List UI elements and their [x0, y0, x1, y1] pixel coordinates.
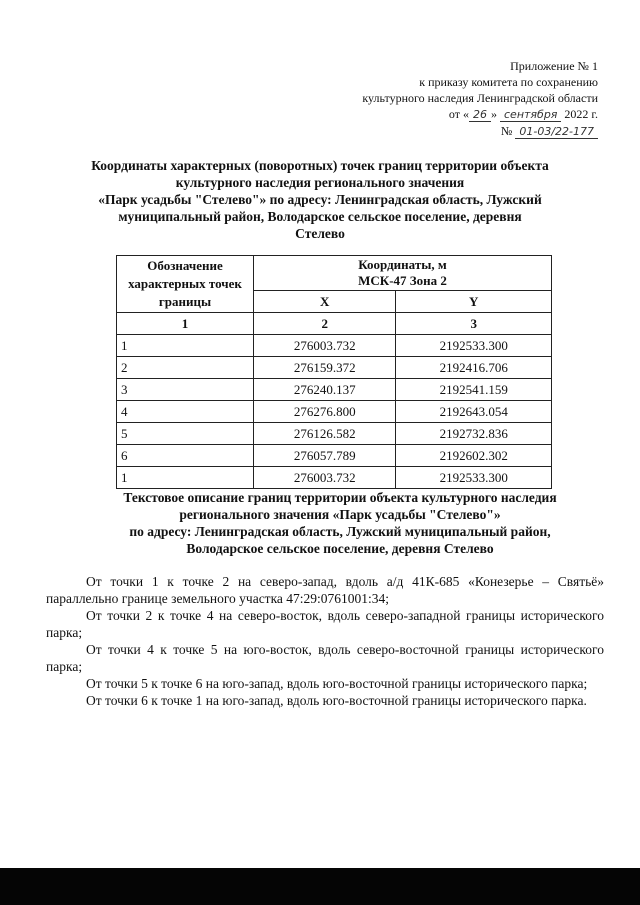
table-row [117, 401, 552, 423]
title-line-1: Координаты характерных (поворотных) точек границ территории объекта [91, 158, 549, 173]
document-title [50, 157, 590, 242]
cell-x: 276276.800 [254, 401, 396, 423]
cell-point: 3 [117, 379, 254, 401]
description-title-line-1: Текстовое описание границ территории объекта культурного наследия [123, 490, 557, 505]
date-year: 2022 г. [564, 107, 598, 121]
date-month-handwritten: сентября [500, 108, 561, 122]
cell-y: 2192541.159 [396, 379, 552, 401]
header-x: X [254, 291, 396, 313]
appendix-date [278, 106, 598, 123]
column-number-2: 2 [254, 313, 396, 335]
table-row [117, 335, 552, 357]
table-row [117, 423, 552, 445]
description-paragraph: От точки 5 к точке 6 на юго-запад, вдоль юго-восточной границы исторического парка; [86, 676, 588, 691]
table-row [117, 357, 552, 379]
cell-point: 6 [117, 445, 254, 467]
scan-bottom-edge [0, 868, 640, 905]
cell-point: 4 [117, 401, 254, 423]
description-title-line-3: по адресу: Ленинградская область, Лужский муниципальный район, [129, 524, 551, 539]
cell-point: 1 [117, 335, 254, 357]
title-line-5: Стелево [295, 226, 345, 241]
cell-x: 276057.789 [254, 445, 396, 467]
table-row [117, 467, 552, 489]
appendix-line-2: к приказу комитета по сохранению [419, 75, 598, 89]
table-row [117, 379, 552, 401]
header-coordinates [254, 256, 552, 291]
column-number-3: 3 [396, 313, 552, 335]
header-y: Y [396, 291, 552, 313]
cell-y: 2192643.054 [396, 401, 552, 423]
description-paragraph: От точки 6 к точке 1 на юго-запад, вдоль юго-восточной границы исторического парка. [86, 693, 587, 708]
description-title-line-2: регионального значения «Парк усадьбы "Стелево"» [179, 507, 501, 522]
table-column-numbers-row [117, 313, 552, 335]
cell-y: 2192732.836 [396, 423, 552, 445]
cell-y: 2192533.300 [396, 467, 552, 489]
date-day-handwritten: 26 [469, 108, 491, 122]
column-number-1: 1 [117, 313, 254, 335]
description-paragraph: От точки 1 к точке 2 на северо-запад, вдоль а/д 41К-685 «Конезерье – Святьё» параллельно границе земельного участка 47:29:0761001:34; [46, 574, 604, 606]
coordinates-table [116, 255, 552, 489]
table-row [117, 445, 552, 467]
cell-y: 2192416.706 [396, 357, 552, 379]
appendix-header [278, 58, 598, 140]
number-prefix: № [500, 124, 513, 138]
cell-x: 276126.582 [254, 423, 396, 445]
appendix-line-1: Приложение № 1 [510, 59, 598, 73]
table-header-row [117, 256, 552, 291]
cell-y: 2192602.302 [396, 445, 552, 467]
description-title [80, 489, 600, 557]
date-mid: » [491, 107, 497, 121]
description-paragraph: От точки 4 к точке 5 на юго-восток, вдоль северо-восточной границы исторического парка; [46, 642, 604, 674]
cell-point: 1 [117, 467, 254, 489]
appendix-line-3: культурного наследия Ленинградской области [362, 91, 598, 105]
boundary-description [46, 573, 604, 709]
cell-y: 2192533.300 [396, 335, 552, 357]
title-line-4: муниципальный район, Володарское сельское поселение, деревня [118, 209, 522, 224]
cell-point: 5 [117, 423, 254, 445]
header-coordinates-line-2: МСК-47 Зона 2 [358, 273, 447, 288]
title-line-2: культурного наследия регионального значения [175, 175, 465, 190]
date-prefix: от « [448, 107, 469, 121]
header-coordinates-line-1: Координаты, м [358, 257, 447, 272]
title-line-3: «Парк усадьбы "Стелево"» по адресу: Ленинградская область, Лужский [98, 192, 542, 207]
number-handwritten: 01-03/22-177 [515, 125, 598, 139]
header-point-mark: Обозначение характерных точек границы [117, 256, 254, 313]
cell-x: 276159.372 [254, 357, 396, 379]
cell-x: 276003.732 [254, 467, 396, 489]
description-title-line-4: Володарское сельское поселение, деревня Стелево [186, 541, 494, 556]
cell-point: 2 [117, 357, 254, 379]
description-paragraph: От точки 2 к точке 4 на северо-восток, вдоль северо-западной границы исторического парка; [46, 608, 604, 640]
appendix-number [278, 123, 598, 140]
cell-x: 276240.137 [254, 379, 396, 401]
cell-x: 276003.732 [254, 335, 396, 357]
